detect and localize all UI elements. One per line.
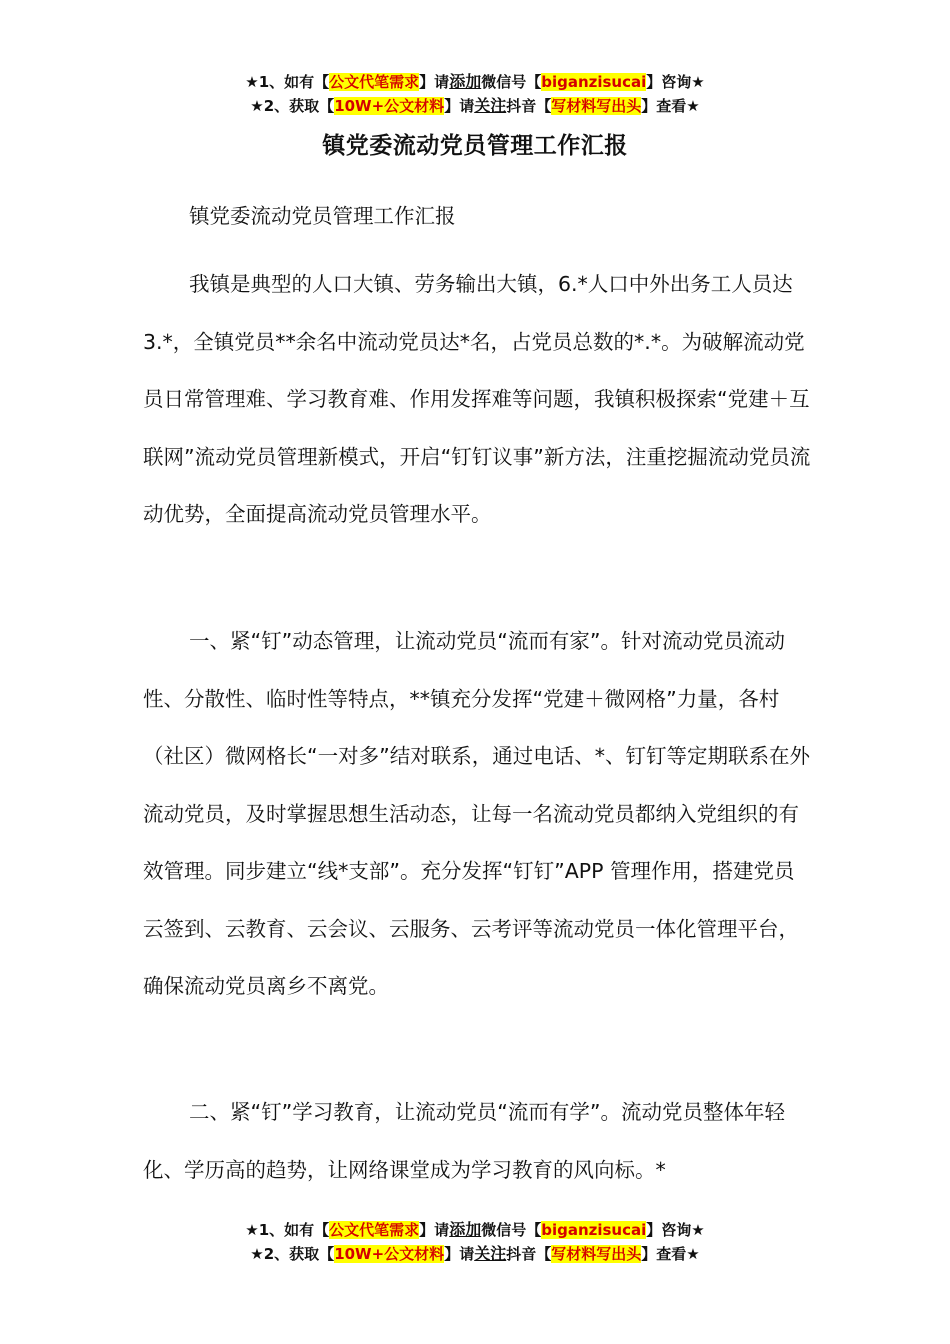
follow-word: 关注 <box>474 1244 507 1263</box>
douyin-account: 写材料写出头 <box>551 97 642 115</box>
promo-line-1: ★1、如有【公文代笔需求】请添加微信号【biganzisucai】咨询★ <box>245 72 705 91</box>
document-body-section-1 <box>143 613 813 1016</box>
douyin-account: 写材料写出头 <box>551 1245 642 1263</box>
paragraph-section-1: 一、紧“钉”动态管理，让流动党员“流而有家”。针对流动党员流动性、分散性、临时性等特点，**镇充分发挥“党建＋微网格”力量，各村（社区）微网格长“一对多”结对联系，通过电话、*、钉钉等定期联系在外流动党员，及时掌握思想生活动态，让每一名流动党员都纳入党组织的有效管理。同步建立“线*支部”。充分发挥“钉钉”APP 管理作用，搭建党员云签到、云教育、云会议、云服务、云考评等流动党员一体化管理平台，确保流动党员离乡不离党。 <box>143 629 810 998</box>
follow-word: 关注 <box>474 96 507 115</box>
promo-line-1: ★1、如有【公文代笔需求】请添加微信号【biganzisucai】咨询★ <box>245 1220 705 1239</box>
highlight-materials: 10W+公文材料 <box>334 1245 445 1263</box>
footer-promo <box>0 1218 950 1266</box>
highlight-service: 公文代笔需求 <box>329 1221 420 1239</box>
document-title: 镇党委流动党员管理工作汇报 <box>322 133 628 159</box>
highlight-materials: 10W+公文材料 <box>334 97 445 115</box>
document-body-section-2 <box>143 1084 813 1199</box>
document-subtitle: 镇党委流动党员管理工作汇报 <box>189 204 456 228</box>
header-promo <box>0 70 950 118</box>
document-body <box>143 256 813 544</box>
wechat-id: biganzisucai <box>541 1221 647 1239</box>
wechat-id: biganzisucai <box>541 73 647 91</box>
paragraph-section-2: 二、紧“钉”学习教育，让流动党员“流而有学”。流动党员整体年轻化、学历高的趋势，让网络课堂成为学习教育的风向标。* <box>143 1100 785 1182</box>
add-word: 添加 <box>449 1220 482 1239</box>
add-word: 添加 <box>449 72 482 91</box>
paragraph-intro: 我镇是典型的人口大镇、劳务输出大镇，6.*人口中外出务工人员达 3.*，全镇党员**余名中流动党员达*名，占党员总数的*.*。为破解流动党员日常管理难、学习教育难、作用发挥难等问题，我镇积极探索“党建＋互联网”流动党员管理新模式，开启“钉钉议事”新方法，注重挖掘流动党员流动优势，全面提高流动党员管理水平。 <box>143 272 811 526</box>
highlight-service: 公文代笔需求 <box>329 73 420 91</box>
promo-line-2: ★2、获取【10W+公文材料】请关注抖音【写材料写出头】查看★ <box>250 96 700 115</box>
promo-line-2: ★2、获取【10W+公文材料】请关注抖音【写材料写出头】查看★ <box>250 1244 700 1263</box>
